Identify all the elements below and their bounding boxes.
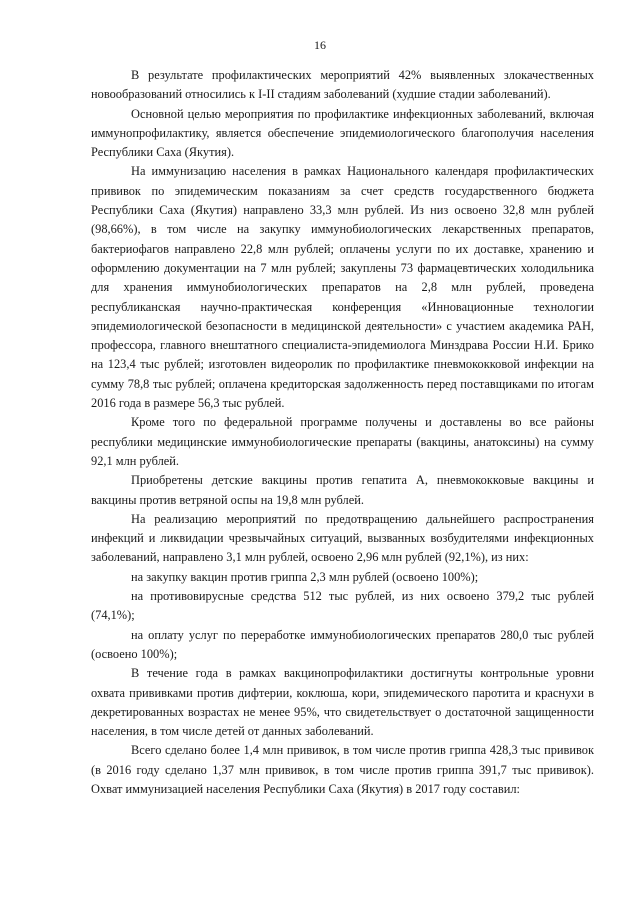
paragraph-vaccination-coverage: В течение года в рамках вакцинопрофилактики достигнуты контрольные уровни охвата прививками против дифтерии, коклюша, кори, эпидемического паротита и краснухи в декретированных возрастах не менее 95%, что свидетельствует о достаточной защищенности населения, в том числе детей от данных заболеваний. (91, 666, 594, 739)
paragraph-prevention-results: В результате профилактических мероприятий 42% выявленных злокачественных новообразований относились к I-II стадиям заболеваний (худшие стадии заболеваний). (91, 68, 594, 102)
paragraph-total-vaccinations: Всего сделано более 1,4 млн прививок, в том числе против гриппа 428,3 тыс прививок (в 2016 году сделано 1,37 млн прививок, в том числе против гриппа 391,7 тыс прививок). Охват иммунизацией населения Республики Саха (Якутия) в 2017 году составил: (91, 743, 594, 796)
paragraph-main-goal: Основной целью мероприятия по профилактике инфекционных заболеваний, включая иммунопрофилактику, является обеспечение эпидемиологического благополучия населения Республики Саха (Якутия). (91, 106, 594, 160)
list-item-antivirals: на противовирусные средства 512 тыс рублей, из них освоено 379,2 тыс рублей (74,1%); (91, 589, 594, 623)
list-item-processing-services: на оплату услуг по переработке иммунобиологических препаратов 280,0 тыс рублей (освоено 100%); (91, 627, 594, 661)
paragraph-infection-prevention: На реализацию мероприятий по предотвращению дальнейшего распространения инфекций и ликвидации чрезвычайных ситуаций, вызванных возбудителями инфекционных заболеваний, направлено 3,1 млн рублей, освоено 2,96 млн рублей (92,1%), из них: (91, 511, 594, 565)
paragraph-purchased-vaccines: Приобретены детские вакцины против гепатита А, пневмококковые вакцины и вакцины против ветряной оспы на 19,8 млн рублей. (91, 473, 594, 507)
paragraph-immunization-funding: На иммунизацию населения в рамках Национального календаря профилактических прививок по эпидемическим показаниям за счет средств государственного бюджета Республики Саха (Якутия) направлено 33,3 млн рублей. Из низ освоено 32,8 млн рублей (98,66%), в том числе на закупку иммунобиологических лекарственных препаратов, бактериофагов направлено 22,8 млн рублей; оплачены услуги по их доставке, хранению и оформлению документации на 7 млн рублей; закуплены 73 фармацевтических холодильника для хранения иммунобиологических препаратов на 2,8 млн рублей, проведена республиканская научно-практическая конференция «Инновационные технологии эпидемиологической безопасности в медицинской деятельности» с участием академика РАН, профессора, главного внештатного специалиста-эпидемиолога Минздрава России Н.И. Брико на 123,4 тыс рублей; изготовлен видеоролик по профилактике пневмококковой инфекции на сумму 78,8 тыс рублей; оплачена кредиторская задолженность перед поставщиками по итогам 2016 года в размере 56,3 тыс рублей. (91, 164, 594, 411)
page-number: 16 (314, 38, 326, 52)
document-body (91, 66, 594, 799)
list-item-flu-vaccines: на закупку вакцин против гриппа 2,3 млн рублей (освоено 100%); (131, 569, 479, 584)
paragraph-federal-program: Кроме того по федеральной программе получены и доставлены во все районы республики медицинские иммунобиологические препараты (вакцины, анатоксины) на сумму 92,1 млн рублей. (91, 415, 594, 468)
